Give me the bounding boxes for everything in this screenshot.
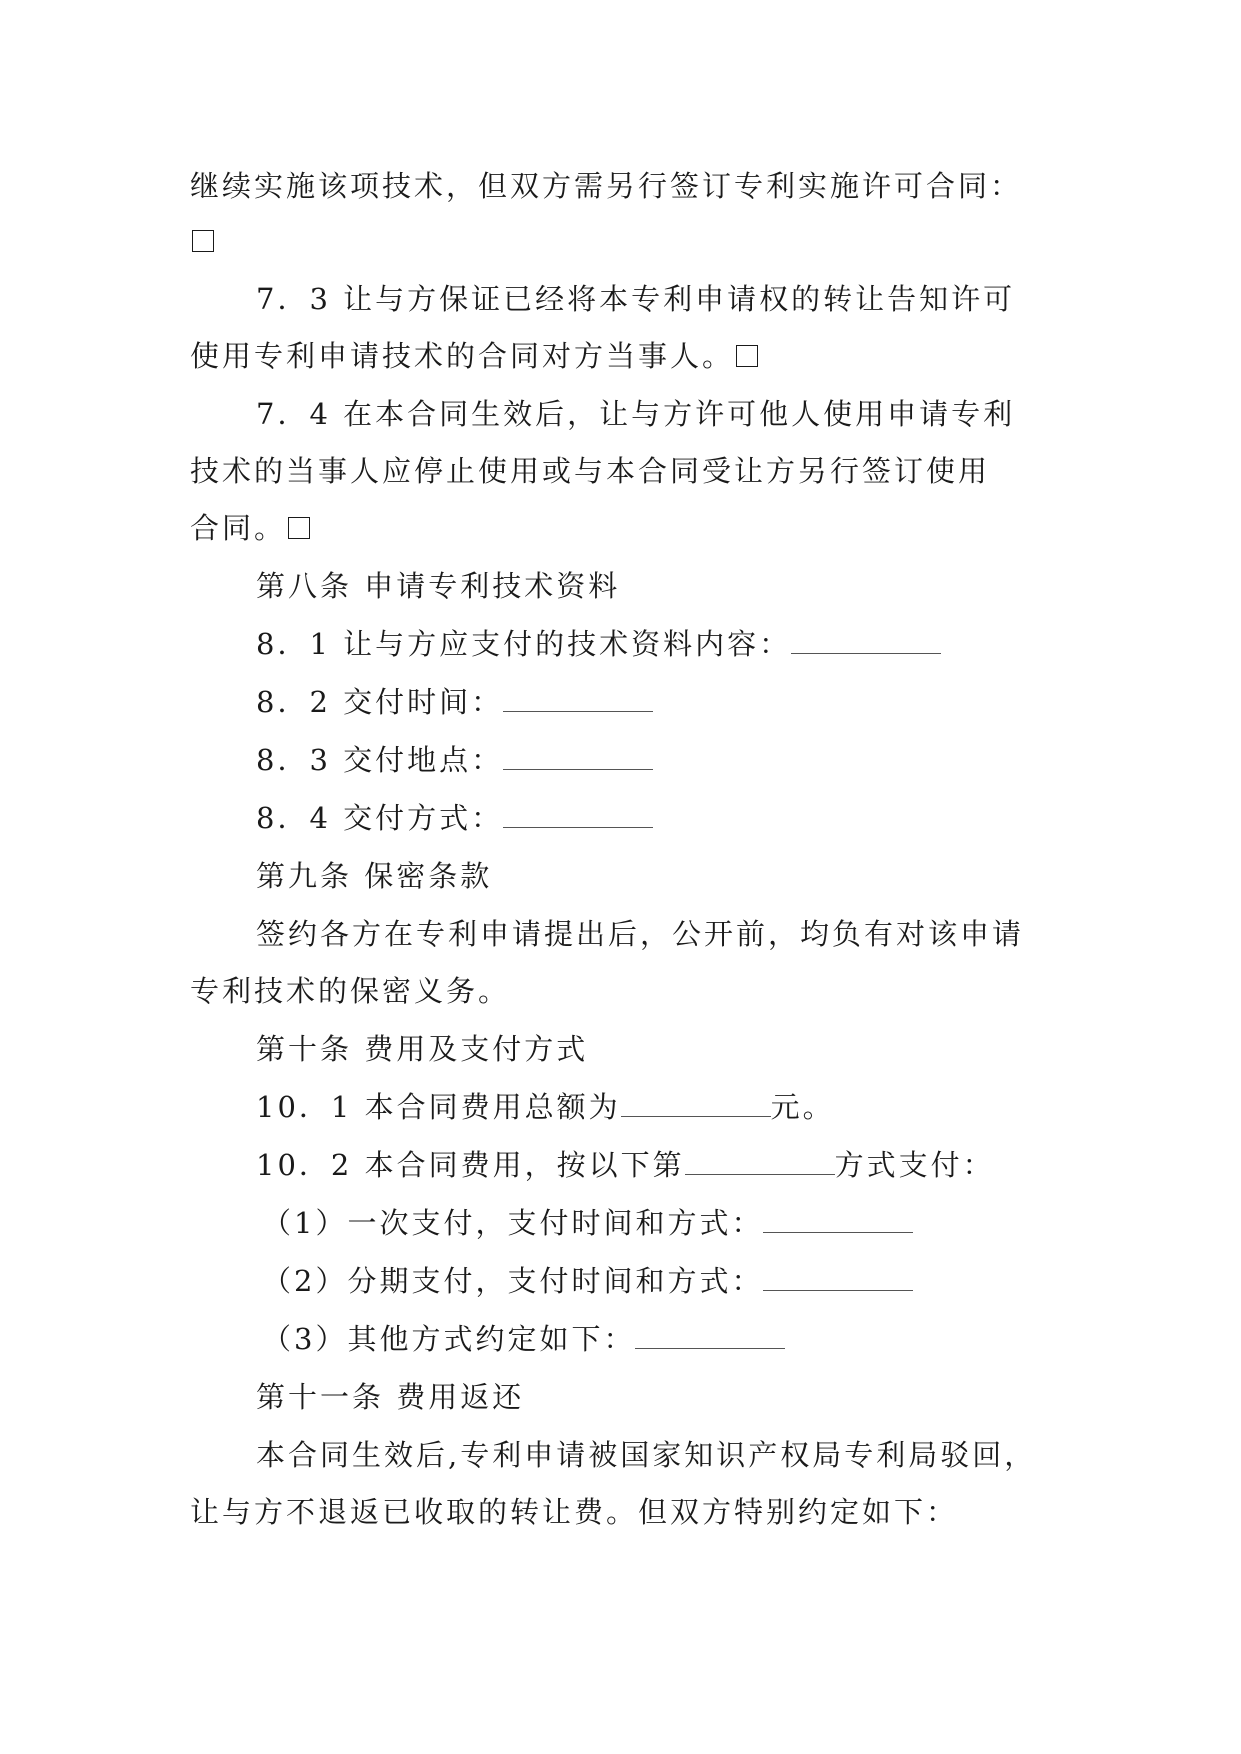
clause-8-4 [256,798,653,838]
paragraph-line [256,914,1024,954]
clause-8-3 [256,740,653,780]
payment-option-3 [262,1319,785,1359]
clause-8-1 [256,624,941,664]
line-text: 7．4 在本合同生效后，让与方许可他人使用申请专利 [256,397,1016,431]
paragraph-line [190,1492,958,1532]
paragraph-line [190,508,310,548]
checkbox-icon[interactable] [192,230,214,252]
line-text: 10．2 本合同费用，按以下第 [256,1148,685,1182]
paragraph-line [190,451,990,491]
line-text: 本合同生效后,专利申请被国家知识产权局专利局驳回， [256,1438,1037,1472]
line-text: 元。 [770,1090,835,1124]
checkbox-icon[interactable] [288,517,310,539]
section-heading-9 [256,856,492,896]
fill-in-blank[interactable] [791,631,941,654]
line-text: 10．1 本合同费用总额为 [256,1090,621,1124]
line-text: 专利技术的保密义务。 [190,974,511,1008]
line-text: 方式支付： [834,1148,995,1182]
section-heading-10 [256,1029,588,1069]
fill-in-blank[interactable] [503,747,653,770]
line-text: 技术的当事人应停止使用或与本合同受让方另行签订使用 [190,454,991,488]
checkbox-icon[interactable] [736,345,758,367]
payment-option-1 [262,1203,913,1243]
line-text: 8．2 交付时间： [256,685,504,719]
line-text: 让与方不退返已收取的转让费。但双方特别约定如下： [190,1495,959,1529]
line-text: 使用专利申请技术的合同对方当事人。 [190,339,735,373]
section-heading-8 [256,566,620,606]
fill-in-blank[interactable] [685,1152,835,1175]
line-text: （3）其他方式约定如下： [262,1322,636,1356]
line-text: 7．3 让与方保证已经将本专利申请权的转让告知许可 [256,282,1016,316]
paragraph-line [190,336,758,376]
fill-in-blank[interactable] [503,689,653,712]
fill-in-blank[interactable] [763,1210,913,1233]
line-text: 第十一条 费用返还 [256,1380,525,1414]
clause-10-2 [256,1145,995,1185]
line-text: （1）一次支付，支付时间和方式： [262,1206,764,1240]
line-text: 第十条 费用及支付方式 [256,1032,589,1066]
paragraph-line [190,971,510,1011]
paragraph-line [190,166,1022,206]
fill-in-blank[interactable] [763,1268,913,1291]
clause-10-1 [256,1087,835,1127]
line-text: 第八条 申请专利技术资料 [256,569,621,603]
line-text: 签约各方在专利申请提出后，公开前，均负有对该申请 [256,917,1025,951]
payment-option-2 [262,1261,913,1301]
line-text: 8．3 交付地点： [256,743,504,777]
paragraph-line [190,221,214,261]
line-text: 第九条 保密条款 [256,859,493,893]
clause-7-3 [256,279,1015,319]
clause-8-2 [256,682,653,722]
line-text: （2）分期支付，支付时间和方式： [262,1264,764,1298]
line-text: 8．1 让与方应支付的技术资料内容： [256,627,792,661]
paragraph-line [256,1435,1036,1475]
line-text: 8．4 交付方式： [256,801,504,835]
line-text: 合同。 [190,511,287,545]
line-text: 继续实施该项技术，但双方需另行签订专利实施许可合同： [190,169,1023,203]
fill-in-blank[interactable] [503,805,653,828]
fill-in-blank[interactable] [635,1326,785,1349]
fill-in-blank[interactable] [621,1094,771,1117]
clause-7-4 [256,394,1015,434]
section-heading-11 [256,1377,524,1417]
